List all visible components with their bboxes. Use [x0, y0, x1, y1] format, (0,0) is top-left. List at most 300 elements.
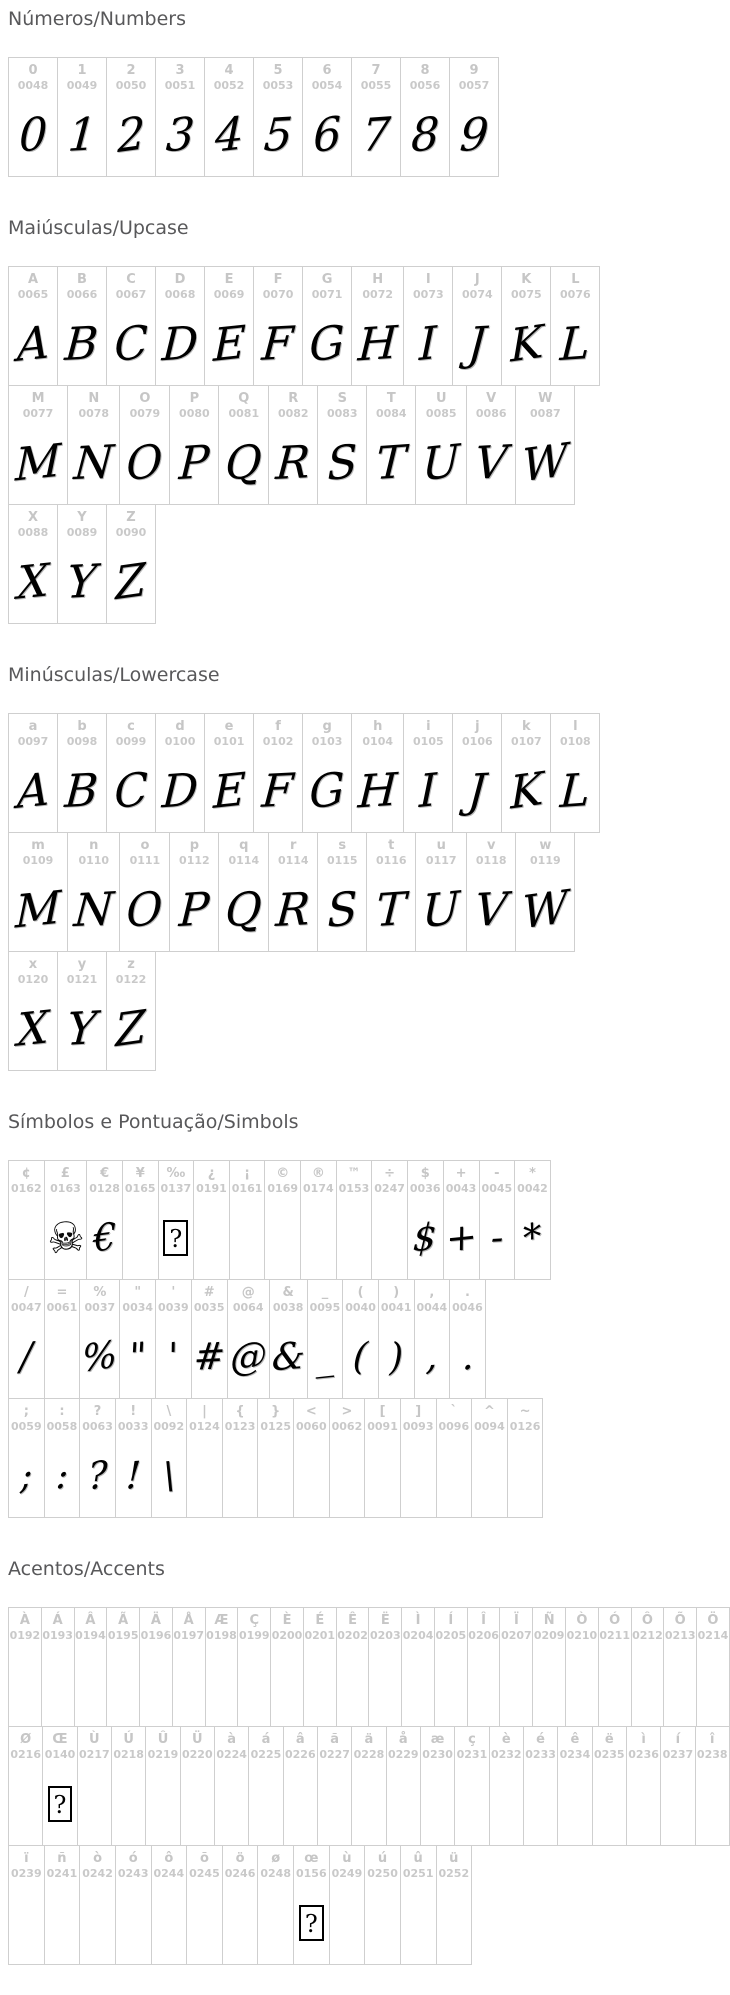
cell-character-label: b [77, 719, 87, 734]
cell-character-label: q [239, 838, 249, 853]
cell-character-label: L [571, 272, 580, 287]
char-table [8, 57, 730, 177]
cell-character-label: Ú [123, 1732, 134, 1747]
cell-unicode-label: 0102 [262, 735, 294, 748]
glyph-image: 5 [261, 107, 295, 162]
glyph-area [446, 1196, 477, 1279]
cell-unicode-label: 0161 [231, 1182, 263, 1195]
cell-character-label: x [28, 957, 38, 972]
cell-unicode-label: 0081 [228, 407, 260, 420]
cell-character-label: g [322, 719, 332, 734]
cell-character-label: ! [130, 1404, 137, 1419]
glyph-area [595, 1762, 624, 1845]
cell-unicode-label: 0200 [271, 1629, 303, 1642]
cell-character-label: Í [448, 1613, 454, 1628]
glyph-image: ; [19, 1453, 33, 1498]
cell-unicode-label: 0217 [79, 1748, 110, 1761]
section-title: Minúsculas/Lowercase [8, 664, 220, 686]
cell-character-label: î [709, 1732, 715, 1747]
glyph-area [126, 868, 163, 951]
glyph-area [381, 1315, 412, 1398]
glyph-area [161, 1196, 192, 1279]
glyph-area [225, 1434, 256, 1517]
cell-unicode-label: 0248 [260, 1867, 291, 1880]
glyph-image: D [160, 315, 200, 372]
cell-unicode-label: 0199 [238, 1629, 270, 1642]
glyph-image: . [461, 1334, 474, 1379]
cell-character-label: 9 [469, 63, 479, 78]
glyph-cell [41, 1607, 75, 1727]
cell-character-label: N [88, 391, 100, 406]
cell-unicode-label: 0234 [559, 1748, 591, 1761]
glyph-cell [336, 1607, 370, 1727]
cell-character-label: ú [377, 1851, 388, 1866]
cell-unicode-label: 0224 [216, 1748, 247, 1761]
cell-unicode-label: 0231 [456, 1748, 488, 1761]
cell-unicode-label: 0042 [517, 1182, 548, 1195]
glyph-area [286, 1762, 315, 1845]
glyph-cell [119, 1279, 156, 1399]
cell-character-label: w [539, 838, 552, 853]
cell-unicode-label: 0219 [147, 1748, 179, 1761]
cell-character-label: ë [604, 1732, 614, 1747]
glyph-image: U [421, 880, 461, 939]
glyph-area [699, 1643, 727, 1726]
glyph-area [72, 421, 116, 504]
glyph-area [456, 93, 492, 176]
cell-unicode-label: 0053 [262, 79, 294, 92]
glyph-area [232, 1196, 263, 1279]
glyph-cell [407, 1160, 444, 1280]
glyph-cell [106, 951, 156, 1071]
cell-unicode-label: 0245 [189, 1867, 220, 1880]
cell-character-label: È [282, 1613, 292, 1628]
missing-glyph-box: ? [163, 1220, 188, 1256]
glyph-image: O [126, 433, 164, 492]
glyph-image: ' [167, 1334, 179, 1379]
glyph-area [154, 1881, 185, 1964]
cell-unicode-label: 0153 [338, 1182, 370, 1195]
glyph-image: Q [224, 880, 263, 939]
glyph-area [473, 868, 509, 951]
glyph-area [309, 93, 345, 176]
glyph-area [64, 749, 100, 832]
cell-unicode-label: 0237 [662, 1748, 694, 1761]
cell-character-label: 5 [273, 63, 283, 78]
cell-character-label: A [27, 272, 39, 287]
glyph-image: A [16, 762, 50, 819]
glyph-area [273, 1643, 301, 1726]
glyph-cell [8, 1845, 45, 1965]
glyph-cell [368, 1607, 402, 1727]
glyph-cell [151, 1845, 188, 1965]
cell-character-label: H [372, 272, 384, 287]
glyph-cell [479, 1160, 516, 1280]
cell-character-label: ô [164, 1851, 174, 1866]
cell-unicode-label: 0035 [193, 1301, 225, 1314]
glyph-cell [86, 1160, 123, 1280]
section-title: Números/Numbers [8, 8, 186, 30]
cell-unicode-label: 0062 [331, 1420, 363, 1433]
glyph-cell [186, 1845, 223, 1965]
glyph-area [517, 1196, 548, 1279]
glyph-area [296, 1434, 327, 1517]
cell-unicode-label: 0077 [22, 407, 54, 420]
cell-character-label: J [474, 272, 480, 287]
glyph-image: , [424, 1334, 439, 1379]
glyph-image: € [92, 1214, 117, 1261]
cell-character-label: ^ [483, 1404, 495, 1419]
cell-unicode-label: 0196 [140, 1629, 172, 1642]
glyph-cell [248, 1726, 283, 1846]
glyph-area [508, 749, 544, 832]
char-table-row [8, 385, 730, 505]
cell-unicode-label: 0165 [124, 1182, 156, 1195]
cell-character-label: Ï [513, 1613, 519, 1628]
glyph-area [148, 1762, 177, 1845]
cell-unicode-label: 0204 [402, 1629, 434, 1642]
cell-character-label: É [315, 1613, 325, 1628]
glyph-image: N [72, 881, 116, 938]
glyph-image: * [522, 1214, 543, 1261]
glyph-cell [515, 385, 575, 505]
glyph-image: R [274, 881, 313, 938]
glyph-area [332, 1434, 363, 1517]
cell-character-label: ¡ [244, 1166, 251, 1181]
cell-character-label: T [386, 391, 396, 406]
cell-unicode-label: 0093 [402, 1420, 434, 1433]
cell-unicode-label: 0058 [46, 1420, 78, 1433]
cell-character-label: Æ [214, 1613, 229, 1628]
cell-character-label: C [126, 272, 136, 287]
cell-character-label: ã [330, 1732, 339, 1747]
glyph-area [126, 421, 163, 504]
glyph-image: H [356, 762, 399, 819]
glyph-area [306, 1643, 334, 1726]
glyph-cell [67, 385, 120, 505]
cell-unicode-label: 0079 [129, 407, 161, 420]
char-table-row [8, 1726, 730, 1846]
cell-unicode-label: 0193 [42, 1629, 73, 1642]
glyph-area [72, 868, 116, 951]
cell-character-label: v [486, 838, 496, 853]
glyph-area [568, 1643, 596, 1726]
glyph-image: L [559, 315, 592, 372]
glyph-cell [106, 266, 156, 386]
glyph-cell [434, 1607, 468, 1727]
cell-unicode-label: 0125 [260, 1420, 291, 1433]
cell-unicode-label: 0107 [511, 735, 542, 748]
cell-character-label: è [501, 1732, 511, 1747]
cell-character-label: Á [52, 1613, 63, 1628]
char-table-row [8, 266, 730, 386]
glyph-image: 7 [360, 106, 392, 163]
cell-character-label: 4 [224, 63, 234, 78]
glyph-area [309, 749, 345, 832]
cell-character-label: ¢ [21, 1166, 31, 1181]
cell-character-label: z [127, 957, 135, 972]
glyph-image: E [212, 315, 246, 372]
glyph-cell [111, 1726, 146, 1846]
cell-character-label: + [455, 1166, 467, 1181]
cell-unicode-label: 0243 [117, 1867, 149, 1880]
glyph-cell [193, 1160, 230, 1280]
cell-character-label: Ã [118, 1613, 129, 1628]
cell-unicode-label: 0094 [474, 1420, 505, 1433]
glyph-area [11, 1881, 42, 1964]
glyph-cell [626, 1726, 661, 1846]
cell-character-label: é [536, 1732, 545, 1747]
glyph-cell [351, 266, 404, 386]
cell-unicode-label: 0108 [560, 735, 591, 748]
section-title: Acentos/Accents [8, 1558, 165, 1580]
glyph-cell [364, 1398, 401, 1518]
glyph-area [367, 1434, 398, 1517]
glyph-cell [300, 1160, 337, 1280]
glyph-cell [403, 713, 453, 833]
glyph-area [240, 1643, 268, 1726]
cell-unicode-label: 0052 [213, 79, 245, 92]
cell-character-label: ä [364, 1732, 374, 1747]
cell-character-label: 0 [28, 63, 38, 78]
glyph-cell [44, 1160, 88, 1280]
glyph-cell [507, 1398, 544, 1518]
glyph-area [47, 1315, 78, 1398]
cell-unicode-label: 0226 [284, 1748, 316, 1761]
glyph-area [154, 1434, 185, 1517]
cell-character-label: ì [641, 1732, 646, 1747]
cell-character-label: # [203, 1285, 215, 1300]
cell-character-label: I [425, 272, 431, 287]
glyph-cell [155, 57, 205, 177]
glyph-image: V [473, 882, 510, 937]
glyph-image: R [274, 434, 313, 491]
glyph-cell [489, 1726, 524, 1846]
cell-character-label: û [413, 1851, 423, 1866]
cell-character-label: = [56, 1285, 68, 1300]
charmap-section [8, 664, 730, 1071]
cell-unicode-label: 0041 [380, 1301, 412, 1314]
glyph-cell [218, 385, 269, 505]
glyph-image: S [326, 880, 358, 939]
glyph-cell [532, 1607, 566, 1727]
cell-character-label: ¿ [207, 1166, 216, 1181]
cell-character-label: œ [304, 1851, 319, 1866]
glyph-cell [79, 1845, 116, 1965]
glyph-image: ! [124, 1453, 142, 1498]
glyph-cell [57, 266, 107, 386]
charmap-sections [8, 8, 730, 1965]
glyph-image: N [72, 434, 116, 491]
cell-character-label: ï [24, 1851, 29, 1866]
char-table-row [8, 57, 730, 177]
glyph-image: M [14, 433, 62, 492]
glyph-area [15, 987, 51, 1070]
glyph-cell [283, 1726, 318, 1846]
cell-character-label: / [23, 1285, 29, 1300]
cell-unicode-label: 0252 [438, 1867, 470, 1880]
glyph-area [113, 540, 149, 623]
glyph-cell [415, 385, 467, 505]
glyph-cell [293, 1398, 330, 1518]
glyph-cell [57, 713, 107, 833]
glyph-image: 3 [164, 106, 196, 163]
glyph-image: J [466, 763, 489, 818]
cell-unicode-label: 0050 [115, 79, 147, 92]
cell-character-label: } [271, 1404, 281, 1419]
section-title: Símbolos e Pontuação/Simbols [8, 1111, 299, 1133]
glyph-cell [257, 1845, 294, 1965]
cell-unicode-label: 0076 [560, 288, 591, 301]
glyph-area [189, 1434, 220, 1517]
glyph-cell [403, 266, 453, 386]
glyph-cell [557, 1726, 592, 1846]
cell-unicode-label: 0169 [267, 1182, 299, 1195]
cell-character-label: O [139, 391, 151, 406]
glyph-area [217, 1762, 246, 1845]
cell-unicode-label: 0084 [375, 407, 407, 420]
cell-character-label: ê [570, 1732, 580, 1747]
glyph-area [109, 1643, 137, 1726]
charmap-section [8, 1111, 730, 1518]
cell-unicode-label: 0156 [296, 1867, 327, 1880]
glyph-area [272, 1315, 305, 1398]
cell-unicode-label: 0247 [374, 1182, 405, 1195]
cell-character-label: r [290, 838, 297, 853]
glyph-area [15, 868, 61, 951]
glyph-area [371, 1643, 399, 1726]
glyph-area [339, 1643, 367, 1726]
cell-unicode-label: 0056 [409, 79, 441, 92]
glyph-area [162, 749, 198, 832]
char-table-row [8, 1845, 730, 1965]
cell-unicode-label: 0038 [272, 1301, 304, 1314]
glyph-area [410, 749, 446, 832]
cell-unicode-label: 0069 [213, 288, 245, 301]
glyph-cell [8, 1279, 45, 1399]
cell-unicode-label: 0057 [458, 79, 490, 92]
glyph-cell [329, 1845, 366, 1965]
glyph-cell [8, 1726, 43, 1846]
cell-unicode-label: 0051 [164, 79, 196, 92]
glyph-area [510, 1434, 541, 1517]
cell-character-label: ~ [519, 1404, 531, 1419]
glyph-area [439, 1434, 470, 1517]
cell-unicode-label: 0211 [599, 1629, 630, 1642]
char-table-row [8, 504, 730, 624]
glyph-cell [436, 1398, 473, 1518]
glyph-cell [466, 832, 516, 952]
cell-character-label: ò [93, 1851, 103, 1866]
glyph-area [473, 421, 509, 504]
glyph-area [492, 1762, 521, 1845]
cell-unicode-label: 0106 [462, 735, 493, 748]
glyph-area [175, 1643, 203, 1726]
cell-character-label: $ [420, 1166, 430, 1181]
glyph-cell [44, 1279, 81, 1399]
glyph-cell [466, 385, 516, 505]
cell-unicode-label: 0214 [697, 1629, 729, 1642]
cell-unicode-label: 0089 [66, 526, 98, 539]
cell-unicode-label: 0242 [82, 1867, 113, 1880]
cell-unicode-label: 0091 [367, 1420, 398, 1433]
glyph-image: Z [115, 999, 147, 1058]
cell-unicode-label: 0046 [452, 1301, 483, 1314]
cell-character-label: ` [450, 1404, 458, 1419]
cell-character-label: G [321, 272, 333, 287]
glyph-image: Y [65, 1001, 99, 1056]
glyph-cell [329, 1398, 366, 1518]
glyph-area [358, 749, 397, 832]
cell-character-label: Ü [192, 1732, 203, 1747]
glyph-cell [172, 1607, 206, 1727]
cell-unicode-label: 0048 [17, 79, 49, 92]
char-table-row [8, 1607, 730, 1727]
cell-unicode-label: 0236 [628, 1748, 659, 1761]
cell-character-label: ‰ [166, 1166, 186, 1181]
glyph-area [208, 1643, 236, 1726]
cell-unicode-label: 0209 [533, 1629, 565, 1642]
cell-unicode-label: 0228 [353, 1748, 385, 1761]
glyph-area [142, 1643, 170, 1726]
glyph-area [410, 302, 446, 385]
glyph-area [407, 93, 443, 176]
cell-character-label: Ä [150, 1613, 161, 1628]
cell-character-label: B [77, 272, 87, 287]
glyph-area [211, 93, 247, 176]
cell-unicode-label: 0210 [566, 1629, 598, 1642]
cell-unicode-label: 0123 [224, 1420, 256, 1433]
glyph-image: Y [65, 554, 99, 609]
glyph-area [15, 302, 51, 385]
glyph-cell [515, 832, 575, 952]
cell-unicode-label: 0044 [416, 1301, 448, 1314]
glyph-cell [44, 1398, 81, 1518]
glyph-image: @ [229, 1332, 267, 1381]
glyph-area [482, 1196, 513, 1279]
cell-character-label: ö [235, 1851, 245, 1866]
glyph-area [260, 1881, 291, 1964]
glyph-cell [302, 713, 352, 833]
glyph-cell [155, 713, 205, 833]
cell-unicode-label: 0061 [46, 1301, 78, 1314]
glyph-cell [253, 713, 303, 833]
glyph-cell [443, 1160, 480, 1280]
glyph-area [296, 1881, 327, 1964]
glyph-area [64, 93, 100, 176]
glyph-area [324, 421, 360, 504]
glyph-area [122, 1315, 153, 1398]
glyph-area [11, 1762, 40, 1845]
glyph-area [113, 302, 149, 385]
glyph-area [320, 1762, 349, 1845]
cell-unicode-label: 0225 [250, 1748, 282, 1761]
char-table-row [8, 951, 730, 1071]
glyph-cell [501, 713, 551, 833]
cell-character-label: d [175, 719, 185, 734]
glyph-area [118, 1881, 149, 1964]
glyph-area [15, 93, 51, 176]
glyph-image: X [16, 1000, 50, 1057]
glyph-image: C [113, 761, 149, 820]
glyph-cell [449, 1279, 486, 1399]
glyph-cell [57, 951, 107, 1071]
cell-character-label: ó [128, 1851, 138, 1866]
glyph-area [162, 93, 198, 176]
glyph-area [275, 421, 311, 504]
cell-character-label: W [538, 391, 553, 406]
cell-unicode-label: 0087 [530, 407, 561, 420]
